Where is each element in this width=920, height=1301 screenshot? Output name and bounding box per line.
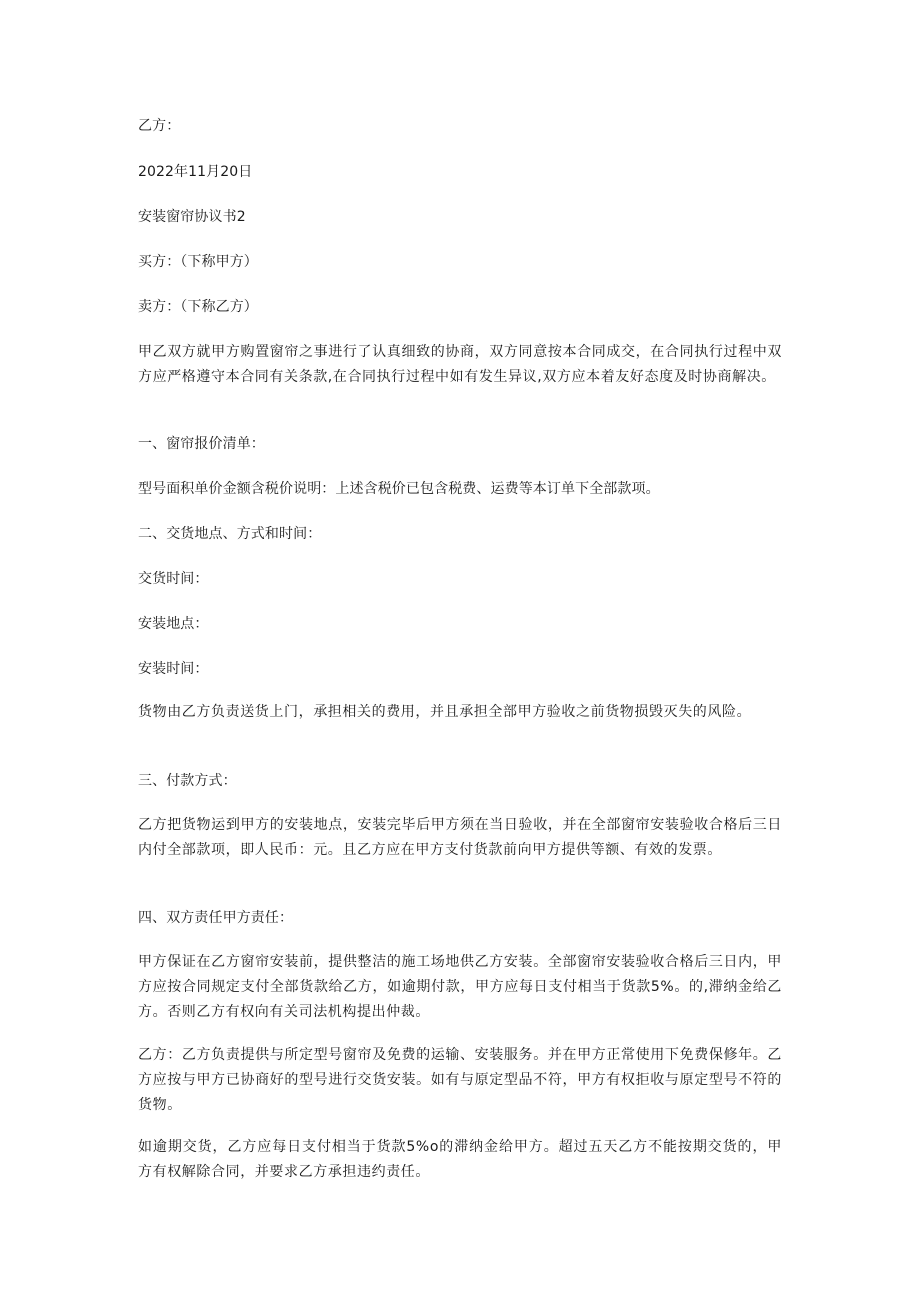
delivery-time-label: 交货时间： xyxy=(138,571,209,587)
payment-terms-paragraph: 乙方把货物运到甲方的安装地点，安装完毕后甲方须在当日验收，并在全部窗帘安装验收合格后三日内付全部款项，即人民币：元。且乙方应在甲方支付货款前向甲方提供等额、有效的发票。 xyxy=(138,817,782,858)
party-b-duty-paragraph: 乙方：乙方负责提供与所定型号窗帘及免费的运输、安装服务。并在甲方正常使用下免费保修年。乙方应按与甲方已协商好的型号进行交货安装。如有与原定型品不符，甲方有权拒收与原定型号不符的货物。 xyxy=(138,1047,782,1113)
late-delivery-paragraph: 如逾期交货，乙方应每日支付相当于货款5%o的滞纳金给甲方。超过五天乙方不能按期交货的，甲方有权解除合同，并要求乙方承担违约责任。 xyxy=(138,1139,782,1180)
intro-paragraph: 甲乙双方就甲方购置窗帘之事进行了认真细致的协商，双方同意按本合同成交，在合同执行过程中双方应严格遵守本合同有关条款,在合同执行过程中如有发生异议,双方应本着友好态度及时协商解决。 xyxy=(138,344,782,385)
party-b-signature-label: 乙方： xyxy=(138,118,181,134)
section4-heading: 四、双方责任甲方责任： xyxy=(138,910,294,926)
section1-heading: 一、窗帘报价清单： xyxy=(138,436,265,452)
party-a-duty-paragraph: 甲方保证在乙方窗帘安装前，提供整洁的施工场地供乙方安装。全部窗帘安装验收合格后三日内，甲方应按合同规定支付全部货款给乙方，如逾期付款，甲方应每日支付相当于货款5%。的,滞纳金给乙方。否则乙方有权向有关司法机构提出仲裁。 xyxy=(138,954,782,1020)
document-title: 安装窗帘协议书2 xyxy=(138,209,246,225)
buyer-line: 买方：（下称甲方） xyxy=(138,254,258,270)
install-place-label: 安装地点： xyxy=(138,616,209,632)
price-list-description: 型号面积单价金额含税价说明：上述含税价已包含税费、运费等本订单下全部款项。 xyxy=(138,481,660,497)
section2-heading: 二、交货地点、方式和时间： xyxy=(138,526,322,542)
install-time-label: 安装时间： xyxy=(138,661,209,677)
contract-date: 2022年11月20日 xyxy=(138,164,253,180)
section3-heading: 三、付款方式： xyxy=(138,773,237,789)
seller-line: 卖方：（下称乙方） xyxy=(138,299,258,315)
delivery-terms-paragraph: 货物由乙方负责送货上门，承担相关的费用，并且承担全部甲方验收之前货物损毁灭失的风险。 xyxy=(138,704,752,720)
